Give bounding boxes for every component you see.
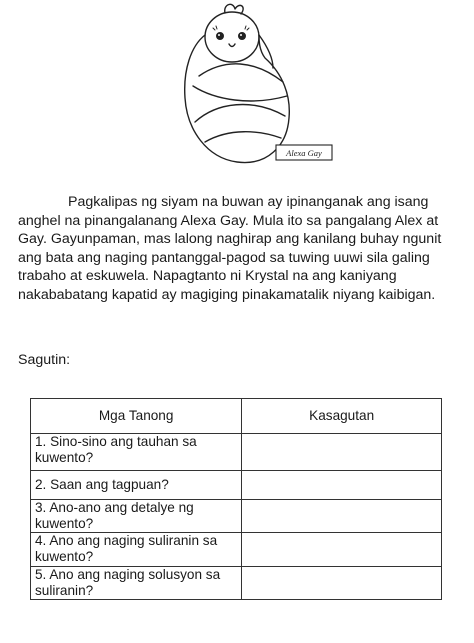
answer-1[interactable]: [242, 434, 442, 471]
question-2: 2. Saan ang tagpuan?: [31, 471, 242, 500]
table-row: [31, 434, 442, 471]
table-row: [31, 471, 442, 500]
table-header-row: [31, 399, 442, 434]
story-paragraph: Pagkalipas ng siyam na buwan ay ipinanganak ang isang anghel na pinangalanang Alexa Gay. Mula ito sa pangalang Alex at Gay. Gayunpaman, mas lalong naghirap ang kanilang buhay ngunit ang bata ang naging pantanggal-pagod sa tuwing uuwi sila galing trabaho at eskuwela. Napagtanto ni Krystal na ang kaniyang nakababatang kapatid ay magiging pinakamatalik niyang kaibigan.: [18, 194, 442, 303]
question-4: 4. Ano ang naging suliranin sa kuwento?: [31, 533, 242, 567]
swaddled-baby-drawing: [155, 0, 345, 175]
artist-signature: Alexa Gay: [286, 148, 322, 158]
answers-column-header: Kasagutan: [242, 399, 442, 434]
table-row: [31, 500, 442, 533]
question-3: 3. Ano-ano ang detalye ng kuwento?: [31, 500, 242, 533]
answer-5[interactable]: [242, 567, 442, 600]
question-1: 1. Sino-sino ang tauhan sa kuwento?: [31, 434, 242, 471]
baby-illustration: [155, 0, 345, 175]
questions-column-header: Mga Tanong: [31, 399, 242, 434]
prompt-label: Sagutin:: [18, 352, 71, 368]
answer-2[interactable]: [242, 471, 442, 500]
answer-4[interactable]: [242, 533, 442, 567]
answer-3[interactable]: [242, 500, 442, 533]
question-5: 5. Ano ang naging solusyon sa suliranin?: [31, 567, 242, 600]
table-row: [31, 567, 442, 600]
table-row: [31, 533, 442, 567]
question-answer-table: [30, 398, 442, 600]
